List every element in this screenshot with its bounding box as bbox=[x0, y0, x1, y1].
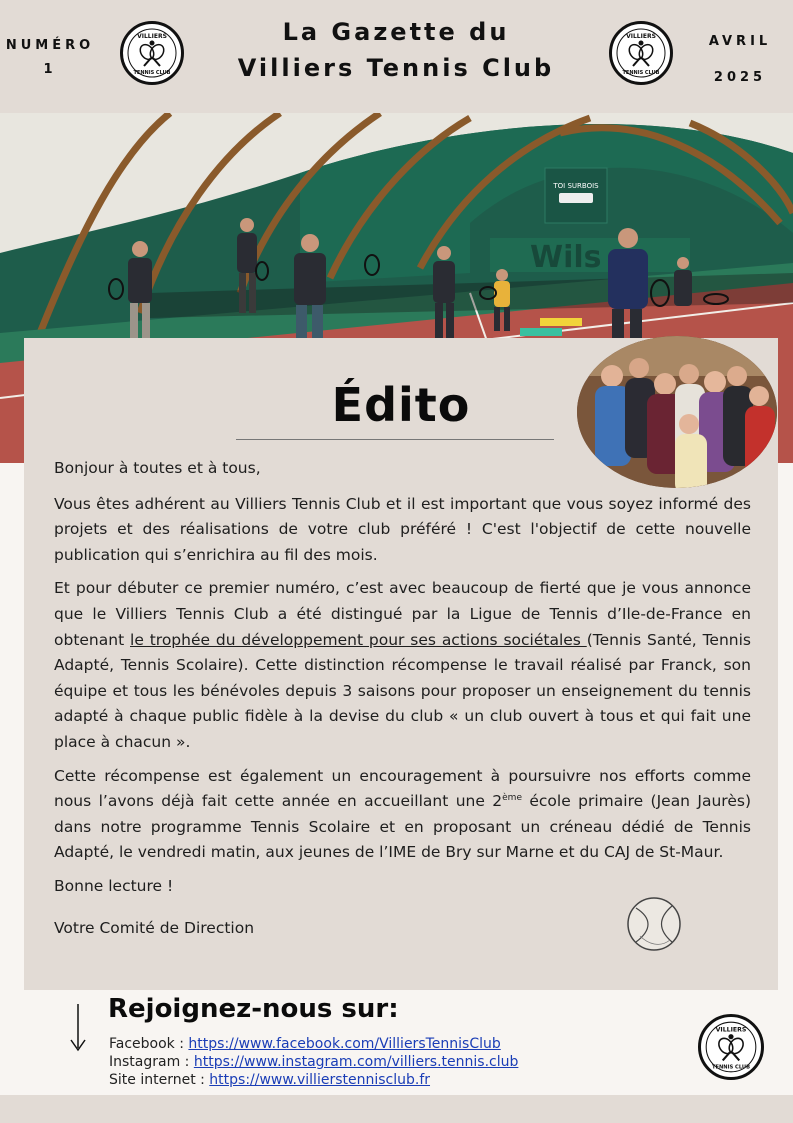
title-line1: La Gazette du bbox=[282, 18, 510, 46]
website-label: Site internet : bbox=[109, 1072, 210, 1088]
edito-greeting: Bonjour à toutes et à tous, bbox=[54, 459, 261, 477]
edito-closing: Bonne lecture ! bbox=[54, 876, 174, 895]
logo-top-text: VILLIERS bbox=[626, 33, 656, 40]
edito-paragraph-2 bbox=[54, 576, 751, 755]
issue-number: 1 bbox=[43, 62, 57, 77]
instagram-link[interactable]: https://www.instagram.com/villiers.tennis.club bbox=[193, 1054, 519, 1070]
social-links bbox=[109, 1035, 518, 1089]
website-row bbox=[109, 1071, 518, 1089]
p3-superscript: ème bbox=[502, 792, 522, 803]
instagram-label: Instagram : bbox=[109, 1054, 194, 1070]
edito-paragraph-3 bbox=[54, 764, 751, 866]
join-us-heading: Rejoignez-nous sur: bbox=[108, 994, 399, 1024]
issue-date bbox=[690, 24, 790, 96]
p3-before: Cette récompense est également un encouragement à poursuivre nos efforts comme nous l’avons déjà fait cette année en accueillant une 2 bbox=[54, 766, 751, 811]
facebook-row bbox=[109, 1035, 518, 1053]
club-logo-icon bbox=[698, 1014, 764, 1080]
edito-paragraph-1: Vous êtes adhérent au Villiers Tennis Club et il est important que vous soyez informé des projets et des réalisations de votre club préféré ! C'est l'objectif de cette nouvelle publication qui s’enrichira au fil des mois. bbox=[54, 494, 751, 564]
p2-after: (Tennis Santé, Tennis Adapté, Tennis Scolaire). Cette distinction récompense le travail réalisé par Franck, son équipe et tous les bénévoles depuis 3 saisons pour proposer un enseignement du tennis adapté à chaque public fidèle à la devise du club « un club ouvert à tous et qui fait une place à chacun ». bbox=[54, 630, 751, 751]
club-logo-icon bbox=[120, 21, 184, 85]
club-logo-icon bbox=[609, 21, 673, 85]
footer-band bbox=[0, 1095, 793, 1123]
p2-before: Et pour débuter ce premier numéro, c’est avec beaucoup de fierté que je vous annonce que le Villiers Tennis Club a été distingué par la Ligue de Tennis d’Ile-de-France en obtenant bbox=[54, 579, 751, 649]
facebook-link[interactable]: https://www.facebook.com/VilliersTennisClub bbox=[188, 1036, 501, 1052]
logo-top-text: VILLIERS bbox=[137, 33, 167, 40]
down-arrow-icon bbox=[66, 1000, 90, 1056]
title-divider bbox=[236, 439, 554, 440]
p3-after: école primaire (Jean Jaurès) dans notre programme Tennis Scolaire et en proposant un créneau dédié de Tennis Adapté, le vendredi matin, aux jeunes de l’IME de Bry sur Marne et du CAJ de St-Maur. bbox=[54, 792, 751, 862]
website-link[interactable]: https://www.villierstennisclub.fr bbox=[209, 1072, 431, 1088]
facebook-label: Facebook : bbox=[109, 1036, 189, 1052]
logo-bottom-text: TENNIS CLUB bbox=[622, 70, 660, 76]
issue-year: 2025 bbox=[713, 70, 767, 85]
svg-text:TOI SURBOIS: TOI SURBOIS bbox=[553, 182, 599, 190]
issue-label: NUMÉRO bbox=[5, 38, 95, 53]
issue-month: AVRIL bbox=[708, 34, 772, 49]
gazette-title bbox=[190, 14, 602, 86]
issue-info bbox=[0, 34, 100, 82]
edito-title: Édito bbox=[331, 378, 471, 432]
logo-bottom-text: TENNIS CLUB bbox=[133, 70, 171, 76]
header-band bbox=[0, 0, 793, 113]
logo-bottom-text: TENNIS CLUB bbox=[711, 1064, 751, 1071]
edito-signature: Votre Comité de Direction bbox=[54, 918, 255, 937]
svg-text:Wils: Wils bbox=[530, 240, 602, 275]
tennis-ball-icon bbox=[626, 896, 682, 952]
trophy-underlined: le trophée du développement pour ses actions sociétales bbox=[130, 630, 587, 649]
title-line2: Villiers Tennis Club bbox=[237, 54, 555, 82]
logo-top-text: VILLIERS bbox=[715, 1026, 747, 1034]
instagram-row bbox=[109, 1053, 518, 1071]
edito-body bbox=[54, 456, 751, 949]
edito-card bbox=[24, 338, 778, 990]
